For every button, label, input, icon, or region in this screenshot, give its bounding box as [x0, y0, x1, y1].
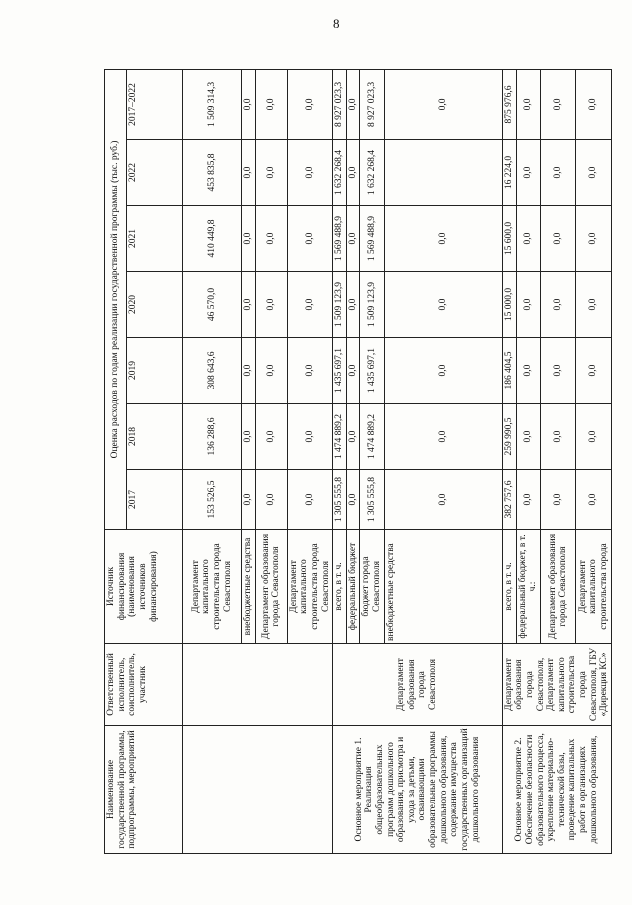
value-cell: 382 757,6 [502, 470, 516, 530]
value-cell: 1 509 314,3 [183, 69, 242, 139]
value-cell: 1 474 889,2 [333, 404, 347, 470]
value-cell: 1 509 123,9 [333, 272, 347, 338]
value-cell: 0,0 [576, 206, 612, 272]
value-cell: 1 509 123,9 [360, 272, 384, 338]
value-cell: 186 404,5 [502, 338, 516, 404]
value-cell: 0,0 [287, 338, 333, 404]
value-cell: 0,0 [287, 470, 333, 530]
value-cell: 1 632 268,4 [360, 140, 384, 206]
value-cell: 0,0 [346, 404, 360, 470]
value-cell: 0,0 [346, 206, 360, 272]
value-cell: 1 569 488,9 [360, 206, 384, 272]
value-cell: 15 000,0 [502, 272, 516, 338]
value-cell: 0,0 [384, 470, 502, 530]
value-cell: 0,0 [384, 69, 502, 139]
value-cell: 0,0 [576, 272, 612, 338]
value-cell: 0,0 [576, 404, 612, 470]
value-cell: 308 643,6 [183, 338, 242, 404]
activity-1-name: Основное мероприятие 1. Реализация общеобразовательных программ дошкольного образования, присмотра и ухода за детьми, осваивающими образовательные программы дошкольного образования, содержание имущества государственных организаций дошкольного образования [333, 726, 503, 854]
value-cell: 0,0 [384, 338, 502, 404]
value-cell: 0,0 [541, 338, 576, 404]
value-cell: 0,0 [242, 140, 256, 206]
value-cell: 259 990,5 [502, 404, 516, 470]
value-cell: 0,0 [255, 206, 287, 272]
value-cell: 0,0 [384, 404, 502, 470]
value-cell: 0,0 [516, 272, 541, 338]
value-cell: 875 976,6 [502, 69, 516, 139]
value-cell: 0,0 [576, 338, 612, 404]
value-cell: 1 435 697,1 [360, 338, 384, 404]
value-cell: 0,0 [255, 338, 287, 404]
continued-name-cell [183, 726, 333, 854]
header-year: 2022 [127, 140, 183, 206]
value-cell: 1 305 555,8 [360, 470, 384, 530]
value-cell: 0,0 [255, 470, 287, 530]
value-cell: 0,0 [541, 206, 576, 272]
value-cell: 0,0 [242, 470, 256, 530]
activity-2-name: Основное мероприятие 2. Обеспечение безопасности образовательного процесса, укрепление материально-технической базы, проведение капитальных работ в организациях дошкольного образования, [502, 726, 611, 854]
value-cell: 0,0 [384, 206, 502, 272]
value-cell: 0,0 [346, 272, 360, 338]
value-cell: 0,0 [576, 69, 612, 139]
page-number: 8 [333, 16, 340, 31]
source-cell: всего, в т. ч. [333, 530, 347, 644]
table-row [183, 69, 242, 853]
source-cell: Департамент капитального строительства города [576, 530, 612, 644]
value-cell: 15 600,0 [502, 206, 516, 272]
value-cell: 0,0 [346, 140, 360, 206]
value-cell: 46 570,0 [183, 272, 242, 338]
header-executor: Ответственный исполнитель, соисполнитель, участник [105, 644, 183, 726]
value-cell: 1 474 889,2 [360, 404, 384, 470]
value-cell: 0,0 [516, 140, 541, 206]
value-cell: 0,0 [576, 470, 612, 530]
value-cell: 0,0 [516, 69, 541, 139]
value-cell: 453 835,8 [183, 140, 242, 206]
header-year: 2020 [127, 272, 183, 338]
value-cell [384, 140, 502, 206]
header-year: 2017 [127, 470, 183, 530]
source-cell: Департамент капитального строительства города Севастополя [287, 530, 333, 644]
value-cell: 136 288,6 [183, 404, 242, 470]
budget-table [104, 69, 612, 854]
header-name: Наименование государственной программы, подпрограммы, мероприятий [105, 726, 183, 854]
value-cell: 0,0 [541, 404, 576, 470]
value-cell: 0,0 [541, 69, 576, 139]
header-source: Источник финансирования (наименования источников финансирования) [105, 530, 183, 644]
source-cell: федеральный бюджет, в т. ч.: [516, 530, 541, 644]
header-year: 2018 [127, 404, 183, 470]
value-cell: 0,0 [255, 140, 287, 206]
value-cell: 0,0 [384, 272, 502, 338]
header-expenses-group: Оценка расходов по годам реализации государственной программы (тыс. руб.) [105, 69, 127, 529]
source-cell: Департамент капитального строительства города Севастополя [183, 530, 242, 644]
header-year: 2021 [127, 206, 183, 272]
value-cell: 153 526,5 [183, 470, 242, 530]
value-cell: 0,0 [346, 338, 360, 404]
value-cell: 0,0 [287, 206, 333, 272]
source-cell: всего, в т. ч. [502, 530, 516, 644]
value-cell: 1 305 555,8 [333, 470, 347, 530]
value-cell: 0,0 [242, 69, 256, 139]
value-cell: 0,0 [346, 470, 360, 530]
source-cell: внебюджетные средства [384, 530, 502, 644]
activity-2-executor: Департамент образования города Севастополя, Департамент капитального строительства города Севастополя, ГБУ «Дирекция КС» [502, 644, 611, 726]
value-cell: 0,0 [255, 404, 287, 470]
value-cell: 0,0 [287, 272, 333, 338]
value-cell: 8 927 023,3 [333, 69, 347, 139]
value-cell: 0,0 [242, 338, 256, 404]
source-cell: федеральный бюджет [346, 530, 360, 644]
continued-executor-cell [183, 644, 333, 726]
source-cell: внебюджетные средства [242, 530, 256, 644]
value-cell: 0,0 [346, 69, 360, 139]
table-row [502, 69, 516, 853]
value-cell: 8 927 023,3 [360, 69, 384, 139]
value-cell: 0,0 [242, 206, 256, 272]
value-cell: 1 435 697,1 [333, 338, 347, 404]
value-cell: 0,0 [287, 140, 333, 206]
value-cell: 16 224,0 [502, 140, 516, 206]
source-cell: Департамент образования города Севастополя [541, 530, 576, 644]
value-cell: 0,0 [255, 69, 287, 139]
value-cell: 0,0 [541, 272, 576, 338]
header-year: 2019 [127, 338, 183, 404]
value-cell: 0,0 [287, 404, 333, 470]
value-cell: 0,0 [541, 470, 576, 530]
value-cell: 0,0 [516, 206, 541, 272]
source-cell: бюджет города Севастополя [360, 530, 384, 644]
value-cell: 0,0 [576, 140, 612, 206]
header-year: 2017–2022 [127, 69, 183, 139]
value-cell: 0,0 [242, 404, 256, 470]
value-cell: 0,0 [287, 69, 333, 139]
value-cell: 0,0 [242, 272, 256, 338]
value-cell: 0,0 [516, 404, 541, 470]
value-cell: 1 569 488,9 [333, 206, 347, 272]
value-cell: 410 449,8 [183, 206, 242, 272]
value-cell: 1 632 268,4 [333, 140, 347, 206]
activity-1-executor: Департамент образования города Севастополя [333, 644, 503, 726]
value-cell: 0,0 [516, 338, 541, 404]
value-cell: 0,0 [516, 470, 541, 530]
budget-table-rotated [104, 70, 610, 854]
value-cell: 0,0 [541, 140, 576, 206]
table-row [333, 69, 347, 853]
source-cell: Департамент образования города Севастополя [255, 530, 287, 644]
value-cell: 0,0 [255, 272, 287, 338]
